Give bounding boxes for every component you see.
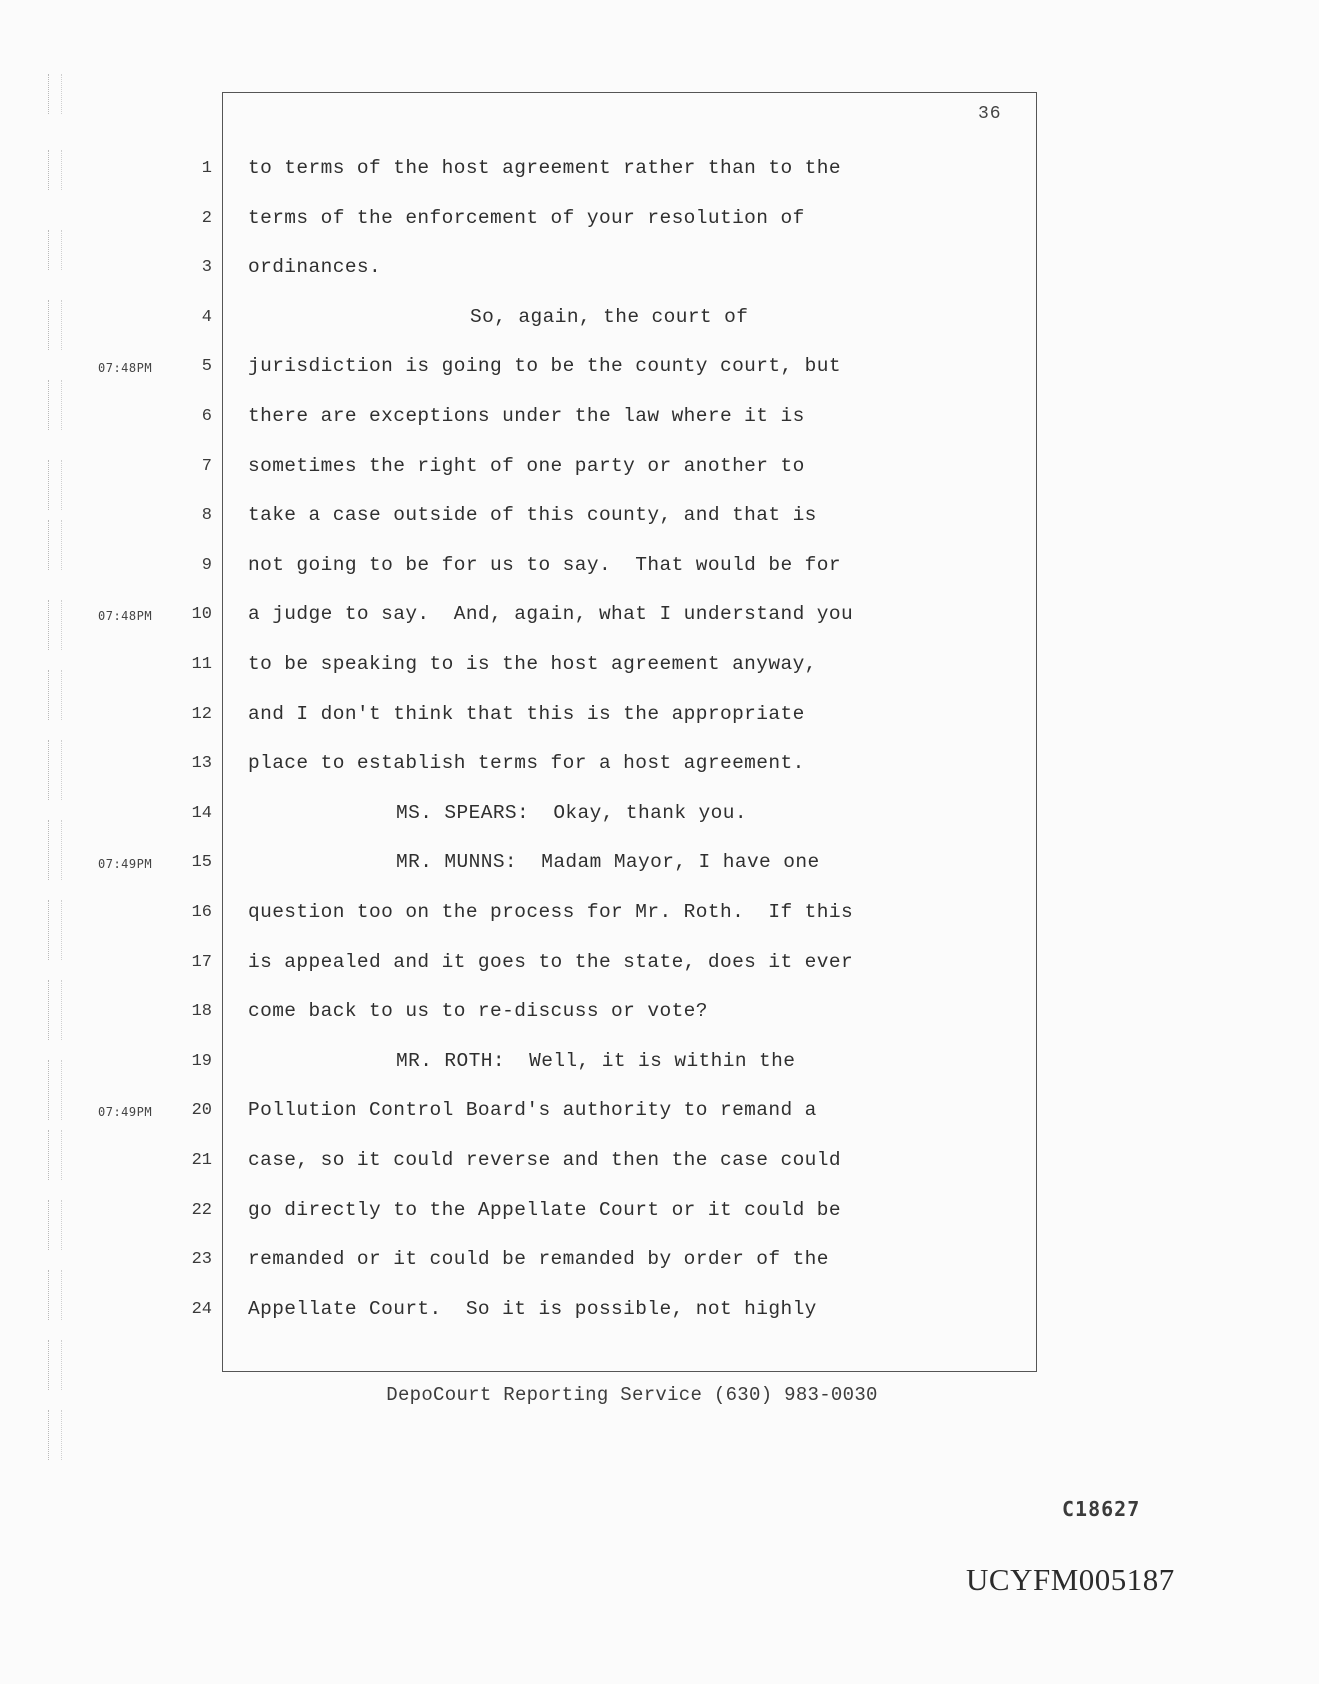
line-number: 17 — [191, 953, 212, 972]
line-number: 16 — [191, 903, 212, 922]
line-timestamp: 07:48PM — [98, 361, 153, 375]
transcript-line — [0, 851, 1020, 881]
line-number: 19 — [191, 1052, 212, 1071]
line-timestamp: 07:49PM — [98, 1105, 153, 1119]
line-text: to be speaking to is the host agreement anyway, — [248, 653, 817, 675]
line-text: go directly to the Appellate Court or it could be — [248, 1199, 841, 1221]
line-number: 18 — [191, 1002, 212, 1021]
transcript-line — [0, 157, 1020, 187]
scan-mark — [48, 1410, 62, 1460]
line-text: place to establish terms for a host agreement. — [248, 752, 805, 774]
line-text: come back to us to re-discuss or vote? — [248, 1000, 708, 1022]
transcript-line — [0, 752, 1020, 782]
line-number: 24 — [191, 1300, 212, 1319]
line-number: 10 — [191, 605, 212, 624]
line-number: 7 — [201, 457, 212, 476]
line-number: 23 — [191, 1250, 212, 1269]
transcript-line — [0, 1248, 1020, 1278]
transcript-line — [0, 1199, 1020, 1229]
reporting-service-footer: DepoCourt Reporting Service (630) 983-0030 — [386, 1384, 878, 1406]
transcript-line — [0, 901, 1020, 931]
transcript-line — [0, 1298, 1020, 1328]
transcript-line — [0, 455, 1020, 485]
transcript-line — [0, 1149, 1020, 1179]
line-text: there are exceptions under the law where it is — [248, 405, 805, 427]
transcript-line — [0, 207, 1020, 237]
line-number: 9 — [201, 556, 212, 575]
transcript-line — [0, 504, 1020, 534]
line-number: 4 — [201, 308, 212, 327]
scan-mark — [48, 74, 62, 114]
line-text: remanded or it could be remanded by order of the — [248, 1248, 829, 1270]
line-text: not going to be for us to say. That would be for — [248, 554, 841, 576]
transcript-line — [0, 405, 1020, 435]
line-text: sometimes the right of one party or another to — [248, 455, 805, 477]
bates-number-small: C18627 — [1062, 1497, 1141, 1521]
line-text: is appealed and it goes to the state, does it ever — [248, 951, 854, 973]
line-text: MR. ROTH: Well, it is within the — [396, 1050, 796, 1072]
transcript-line — [0, 355, 1020, 385]
line-text: ordinances. — [248, 256, 382, 278]
line-number: 3 — [201, 258, 212, 277]
transcript-line — [0, 603, 1020, 633]
line-number: 20 — [191, 1101, 212, 1120]
transcript-line — [0, 256, 1020, 286]
line-number: 1 — [201, 159, 212, 178]
transcript-line — [0, 951, 1020, 981]
bates-number-large: UCYFM005187 — [966, 1562, 1175, 1597]
line-number: 5 — [201, 357, 212, 376]
line-text: jurisdiction is going to be the county court, but — [248, 355, 841, 377]
line-number: 13 — [191, 754, 212, 773]
line-text: to terms of the host agreement rather than to the — [248, 157, 841, 179]
transcript-line — [0, 653, 1020, 683]
line-number: 8 — [201, 506, 212, 525]
line-text: question too on the process for Mr. Roth. If this — [248, 901, 854, 923]
scan-mark — [48, 1340, 62, 1390]
line-text: a judge to say. And, again, what I understand you — [248, 603, 854, 625]
line-number: 14 — [191, 804, 212, 823]
line-number: 2 — [201, 209, 212, 228]
line-number: 6 — [201, 407, 212, 426]
line-text: MR. MUNNS: Madam Mayor, I have one — [396, 851, 820, 873]
page-number: 36 — [978, 104, 1002, 124]
line-timestamp: 07:48PM — [98, 609, 153, 623]
transcript-line — [0, 1050, 1020, 1080]
line-text: Pollution Control Board's authority to remand a — [248, 1099, 817, 1121]
transcript-line — [0, 1000, 1020, 1030]
line-text: take a case outside of this county, and that is — [248, 504, 817, 526]
line-text: and I don't think that this is the appropriate — [248, 703, 805, 725]
line-text: So, again, the court of — [470, 306, 749, 328]
line-number: 21 — [191, 1151, 212, 1170]
line-number: 12 — [191, 705, 212, 724]
line-number: 22 — [191, 1201, 212, 1220]
line-number: 15 — [191, 853, 212, 872]
transcript-line — [0, 802, 1020, 832]
line-timestamp: 07:49PM — [98, 857, 153, 871]
line-text: MS. SPEARS: Okay, thank you. — [396, 802, 747, 824]
transcript-line — [0, 306, 1020, 336]
transcript-line — [0, 703, 1020, 733]
line-text: terms of the enforcement of your resolution of — [248, 207, 805, 229]
line-text: case, so it could reverse and then the case could — [248, 1149, 841, 1171]
line-text: Appellate Court. So it is possible, not highly — [248, 1298, 817, 1320]
transcript-line — [0, 554, 1020, 584]
line-number: 11 — [191, 655, 212, 674]
transcript-line — [0, 1099, 1020, 1129]
